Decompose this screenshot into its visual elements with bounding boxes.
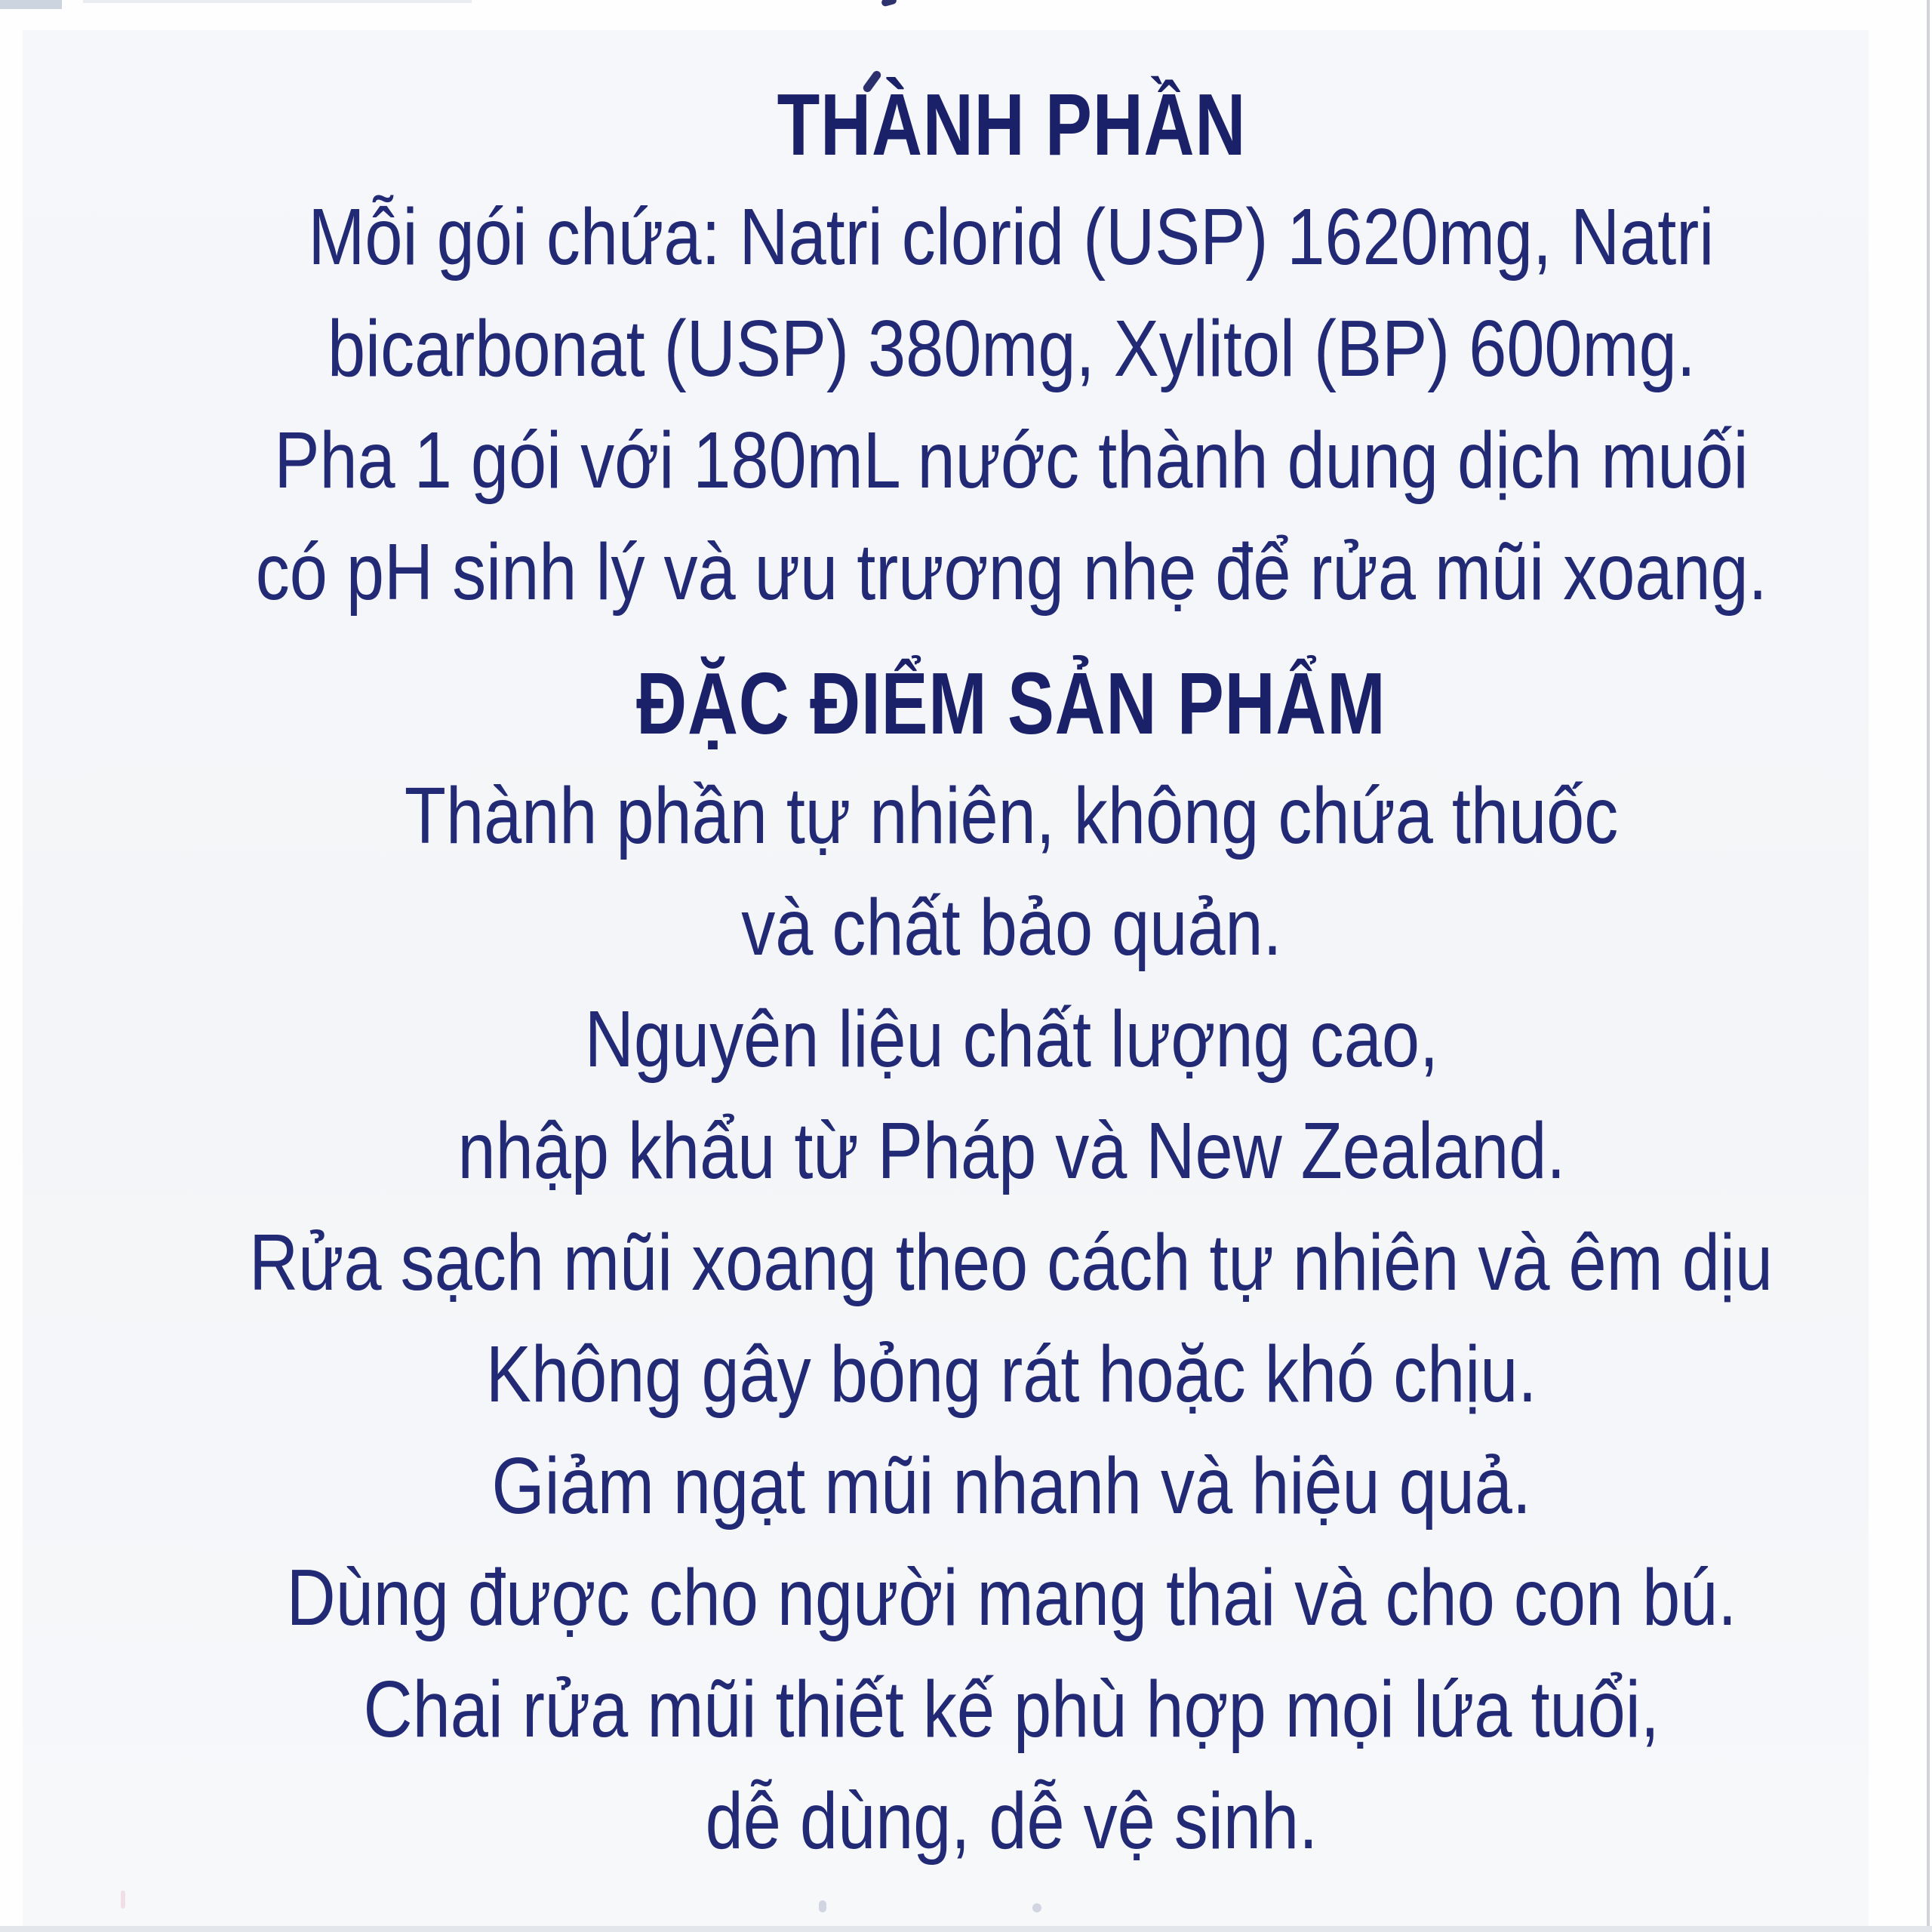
feature-line-3: Nguyên liệu chất lượng cao, [584, 994, 1438, 1084]
feature-line-7: Giảm ngạt mũi nhanh và hiệu quả. [491, 1441, 1531, 1531]
feature-line-1: Thành phần tự nhiên, không chứa thuốc [404, 771, 1619, 860]
feature-line-9: Chai rửa mũi thiết kế phù hợp mọi lứa tuổi, [363, 1664, 1660, 1754]
feature-line-2: và chất bảo quản. [740, 882, 1282, 972]
feature-line-10: dễ dùng, dễ vệ sinh. [705, 1776, 1318, 1866]
label-text-block [121, 68, 1902, 1877]
scan-speck-bottom-pink [121, 1890, 125, 1909]
section-heading-ingredients-text: THÀNH PHẦN [777, 75, 1246, 174]
feature-line-8: Dùng được cho người mang thai và cho con bú. [286, 1552, 1737, 1642]
scan-edge-line-top [83, 0, 472, 3]
scan-edge-strip-top-left [0, 0, 62, 9]
section-heading-product-features-text: ĐẶC ĐIỂM SẢN PHẨM [636, 654, 1386, 752]
ingredients-line-1: Mỗi gói chứa: Natri clorid (USP) 1620mg, Natri [308, 192, 1715, 281]
feature-line-5: Rửa sạch mũi xoang theo cách tự nhiên và êm dịu [249, 1217, 1774, 1307]
feature-line-4: nhập khẩu từ Pháp và New Zealand. [457, 1106, 1565, 1195]
ingredients-line-3: Pha 1 gói với 180mL nước thành dung dịch muối [274, 415, 1749, 505]
scan-speck-bottom-left [819, 1900, 826, 1912]
feature-line-6: Không gây bỏng rát hoặc khó chịu. [485, 1329, 1537, 1419]
section-heading-product-features [121, 647, 1902, 760]
scan-edge-band-bottom [0, 1926, 1932, 1932]
scan-speck-bottom-right [1032, 1903, 1041, 1912]
scan-edge-line-right [1927, 0, 1930, 1932]
ingredients-line-2: bicarbonat (USP) 380mg, Xylitol (BP) 600mg. [327, 303, 1696, 393]
scan-speck-top [881, 0, 897, 7]
ingredients-line-4: có pH sinh lý và ưu trương nhẹ để rửa mũi xoang. [255, 527, 1767, 617]
section-heading-ingredients [121, 68, 1902, 181]
